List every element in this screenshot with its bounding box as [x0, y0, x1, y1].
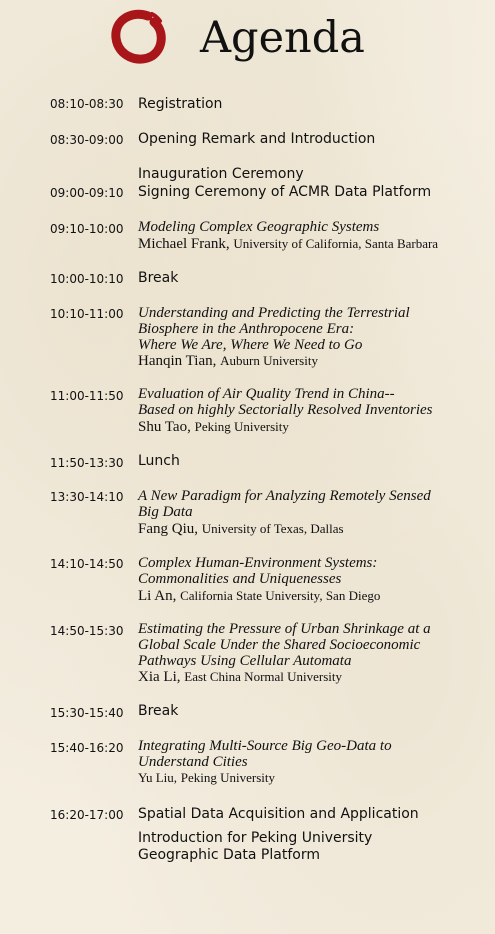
time-slot: 15:40-16:20 [50, 741, 124, 755]
time-slot: 16:20-17:00 [50, 808, 124, 822]
time-slot: 11:00-11:50 [50, 389, 124, 403]
talk-title: Complex Human-Environment Systems: [138, 555, 378, 571]
talk-title: Big Data [138, 504, 193, 520]
session-title: Signing Ceremony of ACMR Data Platform [138, 184, 432, 200]
speaker-affiliation: Peking University [194, 419, 289, 434]
time-slot: 13:30-14:10 [50, 490, 124, 504]
time-slot: 14:10-14:50 [50, 557, 124, 571]
talk-title: Modeling Complex Geographic Systems [138, 219, 380, 235]
speaker-line [138, 770, 275, 786]
session-title: Break [138, 703, 179, 719]
speaker-line [138, 521, 344, 537]
session-title: Break [138, 270, 179, 286]
speaker-line [138, 353, 318, 369]
speaker-affiliation: California State University, San Diego [180, 588, 381, 603]
time-slot: 10:00-10:10 [50, 272, 124, 286]
time-slot: 08:30-09:00 [50, 133, 124, 147]
time-slot: 14:50-15:30 [50, 624, 124, 638]
session-title: Lunch [138, 453, 180, 469]
page-title: Agenda [200, 13, 365, 63]
session-title: Spatial Data Acquisition and Application [138, 806, 419, 822]
speaker-line [138, 588, 380, 604]
session-title: Opening Remark and Introduction [138, 131, 376, 147]
speaker-name: Michael Frank, [138, 236, 230, 252]
time-slot: 09:00-09:10 [50, 186, 124, 200]
speaker-name: Shu Tao, [138, 419, 191, 435]
talk-title: Based on highly Sectorially Resolved Inventories [138, 402, 433, 418]
time-slot: 10:10-11:00 [50, 307, 124, 321]
speaker-name: Fang Qiu, [138, 521, 198, 537]
time-slot: 09:10-10:00 [50, 222, 124, 236]
talk-title: A New Paradigm for Analyzing Remotely Sensed [138, 488, 431, 504]
speaker-affiliation: University of California, Santa Barbara [233, 236, 439, 251]
speaker-line [138, 236, 438, 252]
time-slot: 11:50-13:30 [50, 456, 124, 470]
enso-circle-logo [108, 8, 170, 68]
talk-title: Integrating Multi-Source Big Geo-Data to [138, 738, 392, 754]
speaker-affiliation: Auburn University [220, 353, 318, 368]
speaker-line [138, 669, 342, 685]
speaker-name: Yu Liu, [138, 770, 177, 785]
speaker-name: Xia Li, [138, 669, 181, 685]
talk-title: Estimating the Pressure of Urban Shrinkage at a [138, 621, 431, 637]
talk-title: Commonalities and Uniquenesses [138, 571, 342, 587]
speaker-name: Li An, [138, 588, 177, 604]
talk-title: Global Scale Under the Shared Socioeconomic [138, 637, 421, 653]
speaker-line [138, 419, 289, 435]
time-slot: 15:30-15:40 [50, 706, 124, 720]
talk-title: Where We Are, Where We Need to Go [138, 337, 363, 353]
talk-title: Evaluation of Air Quality Trend in China-- [138, 386, 395, 402]
talk-title: Biosphere in the Anthropocene Era: [138, 321, 355, 337]
speaker-affiliation: East China Normal University [184, 669, 343, 684]
talk-title: Understand Cities [138, 754, 248, 770]
session-title: Introduction for Peking University [138, 830, 373, 846]
agenda-header [0, 0, 495, 80]
speaker-affiliation: University of Texas, Dallas [201, 521, 344, 536]
session-title: Geographic Data Platform [138, 847, 320, 863]
session-title: Registration [138, 96, 223, 112]
speaker-affiliation: Peking University [180, 770, 275, 785]
speaker-name: Hanqin Tian, [138, 353, 217, 369]
session-title: Inauguration Ceremony [138, 166, 304, 182]
talk-title: Understanding and Predicting the Terrestrial [138, 305, 410, 321]
talk-title: Pathways Using Cellular Automata [138, 653, 352, 669]
time-slot: 08:10-08:30 [50, 97, 124, 111]
